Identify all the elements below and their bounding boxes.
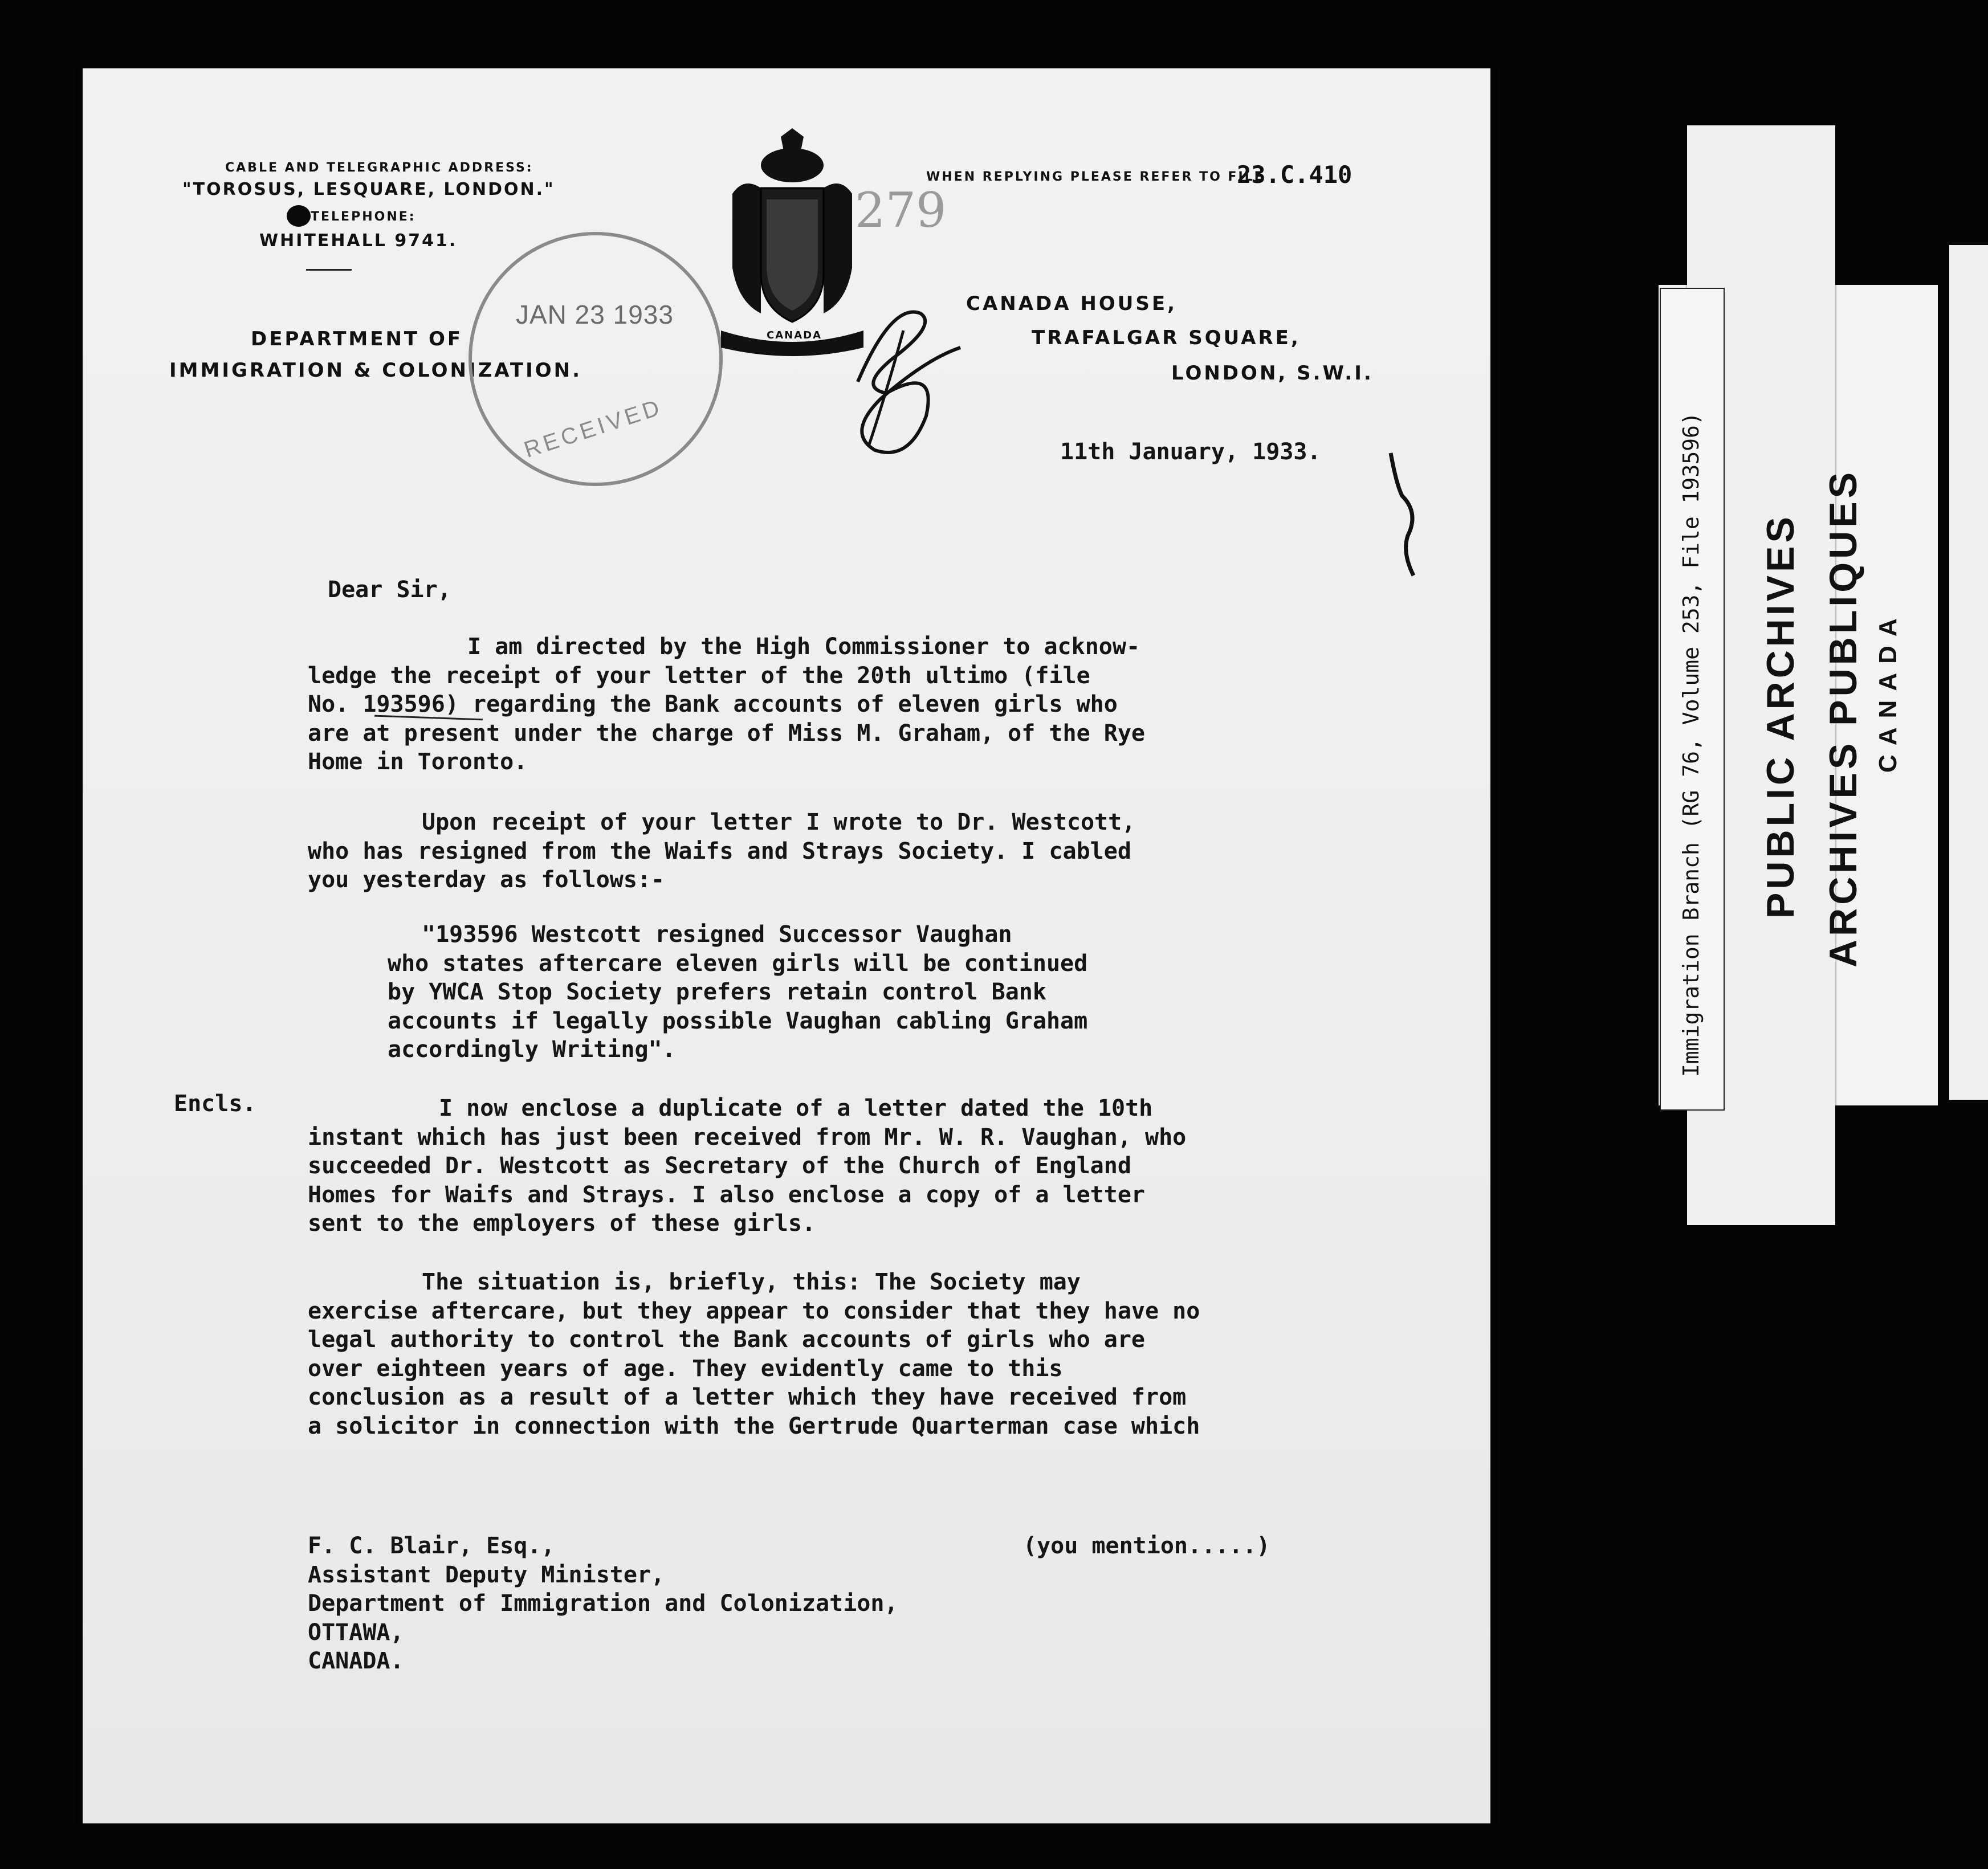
addressee-line: Department of Immigration and Colonization,	[308, 1590, 898, 1617]
salutation: Dear Sir,	[328, 577, 451, 603]
enclosure-marker: Encls.	[174, 1091, 256, 1117]
quote-line: "193596 Westcott resigned Successor Vaughan	[422, 921, 1012, 948]
paragraph-2	[308, 808, 1135, 895]
paragraph-line: Homes for Waifs and Strays. I also enclose a copy of a letter	[308, 1181, 1146, 1208]
continuation-note: (you mention.....)	[1023, 1533, 1270, 1559]
paragraph-line: The situation is, briefly, this: The Society may	[422, 1269, 1081, 1295]
paragraph-3	[308, 1094, 1186, 1238]
ink-blot	[287, 205, 311, 227]
paragraph-line: who has resigned from the Waifs and Strays Society. I cabled	[308, 838, 1131, 864]
archive-line3: CANADA	[1874, 609, 1902, 773]
address-line3: LONDON, S.W.I.	[1171, 362, 1374, 385]
paragraph-line: I am directed by the High Commissioner to acknow-	[467, 634, 1140, 660]
reply-label: WHEN REPLYING PLEASE REFER TO FILE	[926, 170, 1265, 184]
crest-caption: CANADA	[767, 329, 822, 341]
address-line2: TRAFALGAR SQUARE,	[1032, 327, 1301, 349]
addressee-line: CANADA.	[308, 1648, 404, 1674]
handwritten-initials	[824, 279, 972, 467]
cable-label: CABLE AND TELEGRAPHIC ADDRESS:	[225, 161, 533, 175]
addressee-line: Assistant Deputy Minister,	[308, 1561, 665, 1588]
telephone-number: WHITEHALL 9741.	[259, 231, 458, 251]
quote-line: accordingly Writing".	[388, 1036, 676, 1063]
address-line1: CANADA HOUSE,	[966, 292, 1178, 315]
header-divider	[306, 269, 352, 271]
paragraph-line: sent to the employers of these girls.	[308, 1210, 816, 1237]
archive-line1: PUBLIC ARCHIVES	[1759, 513, 1802, 919]
paragraph-1	[308, 632, 1145, 777]
addressee-line: F. C. Blair, Esq.,	[308, 1533, 555, 1559]
quote-line: who states aftercare eleven girls will be continued	[388, 950, 1088, 977]
paragraph-line: exercise aftercare, but they appear to consider that they have no	[308, 1297, 1200, 1324]
paragraph-4	[308, 1268, 1200, 1440]
paragraph-line: a solicitor in connection with the Gertrude Quarterman case which	[308, 1413, 1200, 1439]
addressee-block	[308, 1532, 898, 1676]
paragraph-line: legal authority to control the Bank accounts of girls who are	[308, 1327, 1146, 1353]
cable-quote	[388, 920, 1087, 1064]
addressee-line: OTTAWA,	[308, 1619, 404, 1646]
archive-line2: ARCHIVES PUBLIQUES	[1822, 469, 1865, 968]
department-line1: DEPARTMENT OF	[251, 328, 463, 350]
received-stamp	[453, 217, 738, 501]
archive-label-edge	[1949, 245, 1988, 1100]
paragraph-line: are at present under the charge of Miss M. Graham, of the Rye	[308, 720, 1146, 746]
paragraph-line: conclusion as a result of a letter which they have received from	[308, 1384, 1187, 1410]
paragraph-line: Home in Toronto.	[308, 749, 528, 775]
paragraph-line: ledge the receipt of your letter of the 20th ultimo (file	[308, 662, 1090, 689]
archive-reference: Immigration Branch (RG 76, Volume 253, File 193596)	[1679, 412, 1704, 1077]
quote-line: accounts if legally possible Vaughan cabling Graham	[388, 1007, 1088, 1034]
stamp-date: JAN 23 1933	[516, 300, 674, 329]
handwritten-number: 279	[855, 182, 947, 238]
department-line2: IMMIGRATION & COLONIZATION.	[169, 359, 582, 382]
paragraph-line: I now enclose a duplicate of a letter dated the 10th	[439, 1095, 1153, 1121]
quote-line: by YWCA Stop Society prefers retain control Bank	[388, 979, 1046, 1005]
letter-page	[83, 68, 1490, 1823]
paragraph-line: instant which has just been received from Mr. W. R. Vaughan, who	[308, 1124, 1187, 1150]
stamp-text: RECEIVED	[521, 394, 666, 463]
paragraph-line: No. 193596) regarding the Bank accounts of eleven girls who	[308, 691, 1118, 717]
file-reference: 23.C.410	[1237, 161, 1353, 189]
paragraph-line: over eighteen years of age. They evidently came to this	[308, 1355, 1063, 1382]
margin-pencil-mark	[1385, 450, 1431, 581]
cable-address: "TOROSUS, LESQUARE, LONDON."	[182, 179, 555, 199]
telephone-label: TELEPHONE:	[311, 210, 416, 224]
paragraph-line: succeeded Dr. Westcott as Secretary of the Church of England	[308, 1153, 1131, 1179]
paragraph-line: you yesterday as follows:-	[308, 867, 665, 893]
paragraph-line: Upon receipt of your letter I wrote to Dr. Westcott,	[422, 809, 1136, 835]
letter-date: 11th January, 1933.	[1060, 439, 1321, 465]
